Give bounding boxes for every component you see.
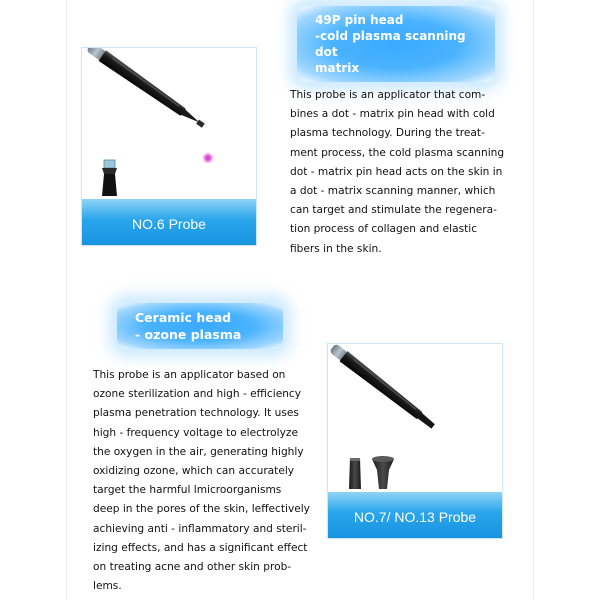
description-line: tion process of collagen and elastic [290,223,478,236]
section2-description [93,366,325,596]
description-line: ozone sterilization and high - efficiency [93,388,302,401]
description-line: deep in the pores of the skin, leffectively [93,503,310,516]
pen-icon [85,48,206,131]
description-line: izing effects, and has a significant effect [93,541,308,554]
description-line: the oxygen in the air, generating highly [93,445,304,458]
section2-heading-line: Ceramic head [135,310,232,325]
section1-heading-line: matrix [315,61,360,75]
description-line: plasma penetration technology. It uses [93,407,299,420]
description-line: target the harmful lmicroorganisms [93,484,282,497]
description-line: This probe is an applicator that com- [290,89,486,101]
section1-heading-line: -cold plasma scanning dot [315,29,466,59]
description-line: fibers in the skin. [290,242,382,255]
description-line: oxidizing ozone, which can accurately [93,465,295,478]
ceramic-head-attachment-icon [372,456,394,489]
probe-caption: NO.6 Probe [82,199,256,245]
description-line: dot - matrix pin head acts on the skin in [290,165,503,178]
section2-heading-line: - ozone plasma [135,327,242,342]
description-line: a dot - matrix scanning manner, which [290,185,496,198]
pen-icon [328,344,437,431]
description-line: lems. [93,580,122,593]
section1-heading [297,6,495,82]
description-line: can target and stimulate the regenera- [290,204,497,217]
section2-heading [117,303,283,349]
probe-pen-image [328,344,502,492]
product-page [67,0,533,600]
probe-pen-image [82,48,256,199]
description-line: achieving anti - inflammatory and steril- [93,522,307,535]
description-line: plasma technology. During the treat- [290,127,485,140]
pin-head-attachment-icon [102,160,117,196]
description-line: ment process, the cold plasma scanning [290,146,505,159]
description-line: bines a dot - matrix pin head with cold [290,108,495,121]
probe-card-no7-no13 [327,343,503,539]
probe-caption: NO.7/ NO.13 Probe [328,492,502,538]
ceramic-head-attachment-icon [349,458,361,489]
description-line: high - frequency voltage to electrolyze [93,426,298,439]
section1-description [290,86,520,259]
section1-heading-line: 49P pin head [315,13,404,27]
description-line: This probe is an applicator based on [93,369,286,381]
probe-card-no6 [81,47,257,246]
description-line: on treating acne and other skin prob- [93,561,292,574]
